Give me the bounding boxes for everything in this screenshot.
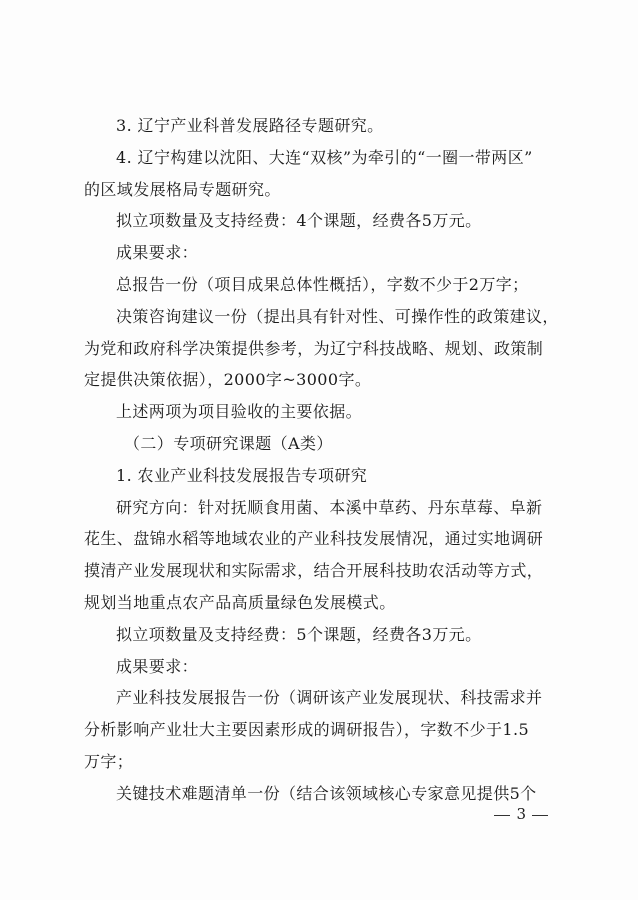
- paragraph-line: 产业科技发展报告一份（调研该产业发展现状、科技需求并: [116, 688, 543, 708]
- paragraph-line: 成果要求：: [116, 243, 199, 263]
- document-body: [84, 116, 559, 818]
- paragraph-line: 定提供决策依据），2000字~3000字。: [84, 370, 372, 390]
- section-heading: （二）专项研究课题（A类）: [124, 433, 333, 453]
- paragraph-line: 拟立项数量及支持经费：4个课题，经费各5万元。: [116, 211, 482, 231]
- paragraph-line: 4. 辽宁构建以沈阳、大连“双核”为牵引的“一圈一带两区”: [116, 147, 533, 167]
- page-number: [488, 806, 554, 822]
- paragraph-line: 规划当地重点农产品高质量绿色发展模式。: [84, 592, 396, 612]
- page-number-value: 3: [516, 805, 526, 823]
- paragraph-line: 3. 辽宁产业科普发展路径专题研究。: [116, 116, 384, 135]
- dash-right: [532, 815, 548, 816]
- paragraph-line: 摸清产业发展现状和实际需求，结合开展科技助农活动等方式，: [84, 561, 544, 581]
- paragraph-line: 花生、盘锦水稻等地域农业的产业科技发展情况，通过实地调研: [84, 529, 544, 549]
- subsection-heading: 1. 农业产业科技发展报告专项研究: [116, 465, 368, 485]
- paragraph-line: 上述两项为项目验收的主要依据。: [116, 402, 363, 422]
- paragraph-line: 分析影响产业壮大主要因素形成的调研报告），字数不少于1.5: [84, 720, 530, 740]
- paragraph-line: 的区域发展格局专题研究。: [84, 179, 281, 199]
- paragraph-line: 研究方向：针对抚顺食用菌、本溪中草药、丹东草莓、阜新: [116, 497, 543, 517]
- paragraph-line: 万字；: [84, 751, 134, 771]
- paragraph-line: 为党和政府科学决策提供参考，为辽宁科技战略、规划、政策制: [84, 338, 544, 358]
- paragraph-line: 成果要求：: [116, 656, 199, 676]
- paragraph-line: 关键技术难题清单一份（结合该领域核心专家意见提供5个: [116, 783, 537, 803]
- dash-left: [494, 815, 510, 816]
- paragraph-line: 拟立项数量及支持经费：5个课题，经费各3万元。: [116, 624, 482, 644]
- paragraph-line: 总报告一份（项目成果总体性概括），字数不少于2万字；: [116, 274, 529, 294]
- paragraph-line: 决策咨询建议一份（提出具有针对性、可操作性的政策建议，: [116, 306, 559, 326]
